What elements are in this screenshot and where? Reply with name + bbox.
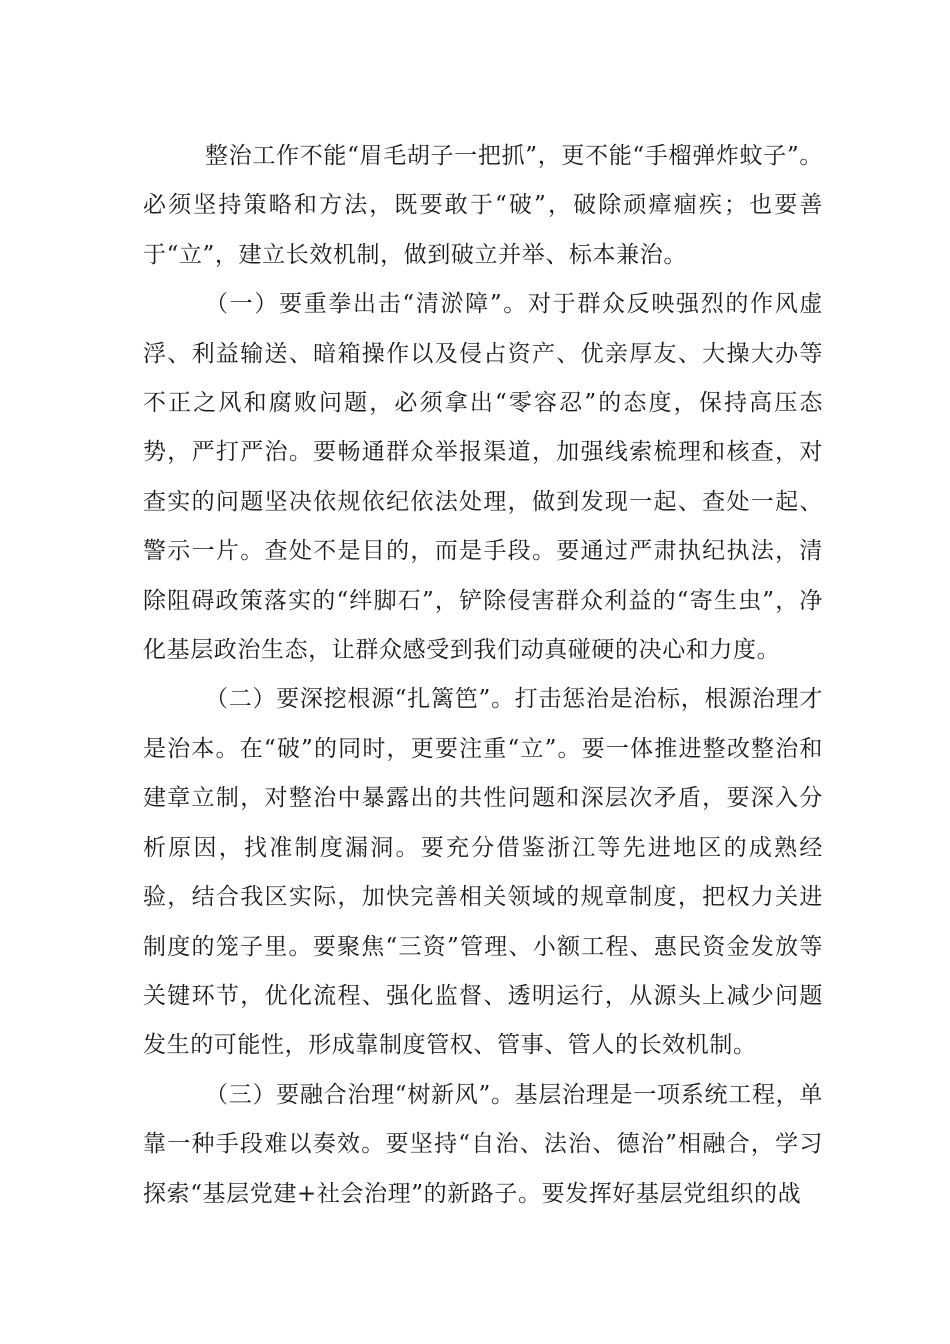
paragraph-section-1: （一）要重拳出击“清淤障”。对于群众反映强烈的作风虚浮、利益输送、暗箱操作以及侵占资产、优亲厚友、大操大办等不正之风和腐败问题，必须拿出“零容忍”的态度，保持高压态势，严打严治。要畅通群众举报渠道，加强线索梳理和核查，对查实的问题坚决依规依纪依法处理，做到发现一起、查处一起、警示一片。查处不是目的，而是手段。要通过严肃执纪执法，清除阻碍政策落实的“绊脚石”，铲除侵害群众利益的“寄生虫”，净化基层政治生态，让群众感受到我们动真碰硬的决心和力度。 <box>143 291 823 664</box>
document-page <box>143 132 823 1219</box>
paragraph-intro: 整治工作不能“眉毛胡子一把抓”，更不能“手榴弹炸蚊子”。必须坚持策略和方法，既要敢于“破”，破除顽瘴痼疾；也要善于“立”，建立长效机制，做到破立并举、标本兼治。 <box>143 143 823 268</box>
paragraph-section-3: （三）要融合治理“树新风”。基层治理是一项系统工程，单靠一种手段难以奏效。要坚持“自治、法治、德治”相融合，学习探索“基层党建+社会治理”的新路子。要发挥好基层党组织的战 <box>143 1081 823 1207</box>
paragraph-section-2: （二）要深挖根源“扎篱笆”。打击惩治是治标，根源治理才是治本。在“破”的同时，更要注重“立”。要一体推进整改整治和建章立制，对整治中暴露出的共性问题和深层次矛盾，要深入分析原因，找准制度漏洞。要充分借鉴浙江等先进地区的成熟经验，结合我区实际，加快完善相关领域的规章制度，把权力关进制度的笼子里。要聚焦“三资”管理、小额工程、惠民资金发放等关键环节，优化流程、强化监督、透明运行，从源头上减少问题发生的可能性，形成靠制度管权、管事、管人的长效机制。 <box>143 686 823 1059</box>
